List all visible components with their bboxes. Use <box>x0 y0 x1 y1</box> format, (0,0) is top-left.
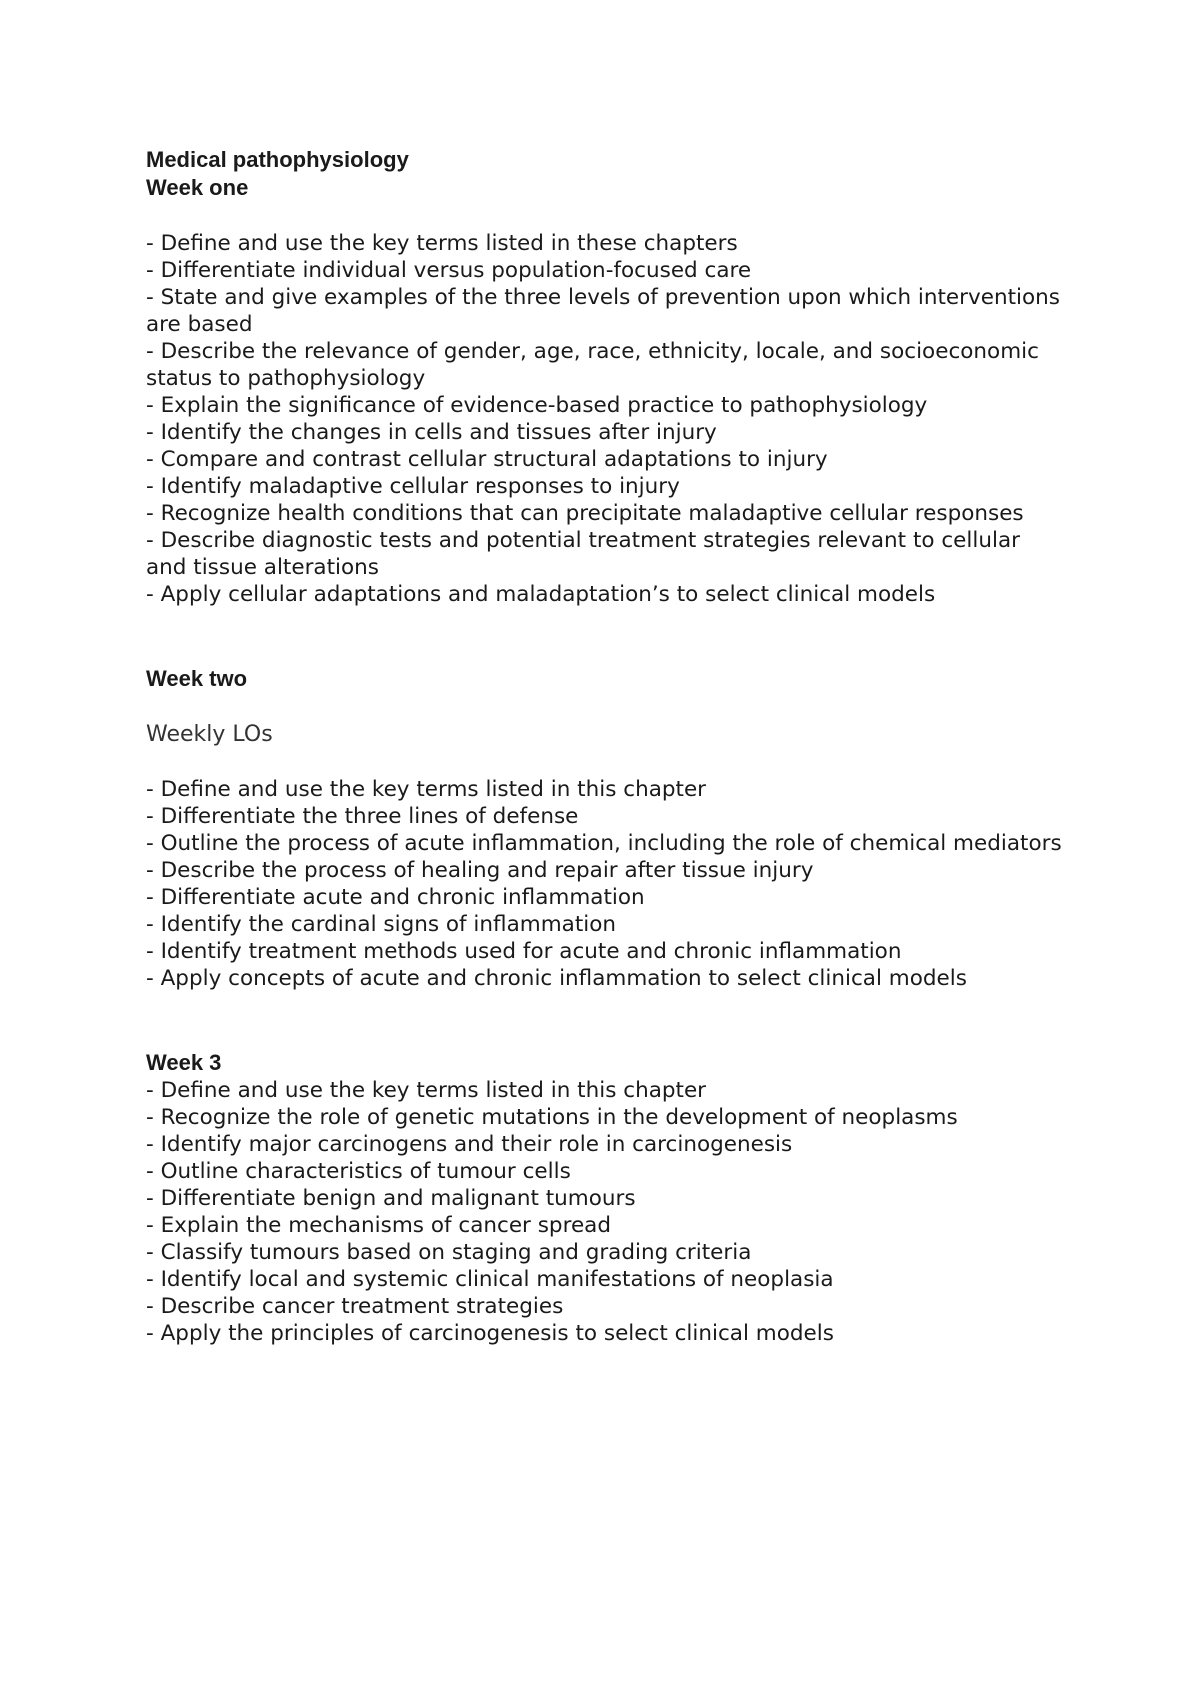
list-item: - Differentiate benign and malignant tumours <box>146 1186 636 1211</box>
list-item: - Explain the significance of evidence-based practice to pathophysiology <box>146 393 928 418</box>
spacer <box>146 748 1066 776</box>
list-item: - State and give examples of the three levels of prevention upon which interventions are based <box>146 285 1060 337</box>
spacer <box>146 608 1066 665</box>
spacer <box>146 202 1066 230</box>
list-item: - Recognize health conditions that can precipitate maladaptive cellular responses <box>146 501 1024 526</box>
week-one-heading: Week one <box>146 175 249 200</box>
list-item: - Describe the relevance of gender, age, race, ethnicity, locale, and socioeconomic status to pathophysiology <box>146 339 1039 391</box>
spacer <box>146 992 1066 1049</box>
list-item: - Apply the principles of carcinogenesis to select clinical models <box>146 1321 834 1346</box>
list-item: - Define and use the key terms listed in this chapter <box>146 1078 707 1103</box>
list-item: - Differentiate individual versus population-focused care <box>146 258 752 283</box>
list-item: - Identify local and systemic clinical manifestations of neoplasia <box>146 1267 834 1292</box>
list-item: - Explain the mechanisms of cancer spread <box>146 1213 611 1238</box>
list-item: - Describe the process of healing and repair after tissue injury <box>146 858 814 883</box>
list-item: - Apply cellular adaptations and maladaptation’s to select clinical models <box>146 582 936 607</box>
week-three-heading: Week 3 <box>146 1050 222 1075</box>
week-three-list <box>146 1077 1066 1347</box>
list-item: - Define and use the key terms listed in these chapters <box>146 231 738 256</box>
list-item: - Recognize the role of genetic mutations in the development of neoplasms <box>146 1105 958 1130</box>
document-title: Medical pathophysiology <box>146 147 409 172</box>
spacer <box>146 693 1066 721</box>
list-item: - Identify treatment methods used for acute and chronic inflammation <box>146 939 902 964</box>
list-item: - Identify major carcinogens and their role in carcinogenesis <box>146 1132 793 1157</box>
week-two-heading: Week two <box>146 666 248 691</box>
week-two-subheading: Weekly LOs <box>146 722 273 747</box>
list-item: - Differentiate the three lines of defense <box>146 804 579 829</box>
list-item: - Identify the cardinal signs of inflammation <box>146 912 616 937</box>
list-item: - Differentiate acute and chronic inflammation <box>146 885 645 910</box>
list-item: - Outline characteristics of tumour cells <box>146 1159 571 1184</box>
week-one-section <box>146 174 1066 608</box>
list-item: - Apply concepts of acute and chronic inflammation to select clinical models <box>146 966 967 991</box>
list-item: - Define and use the key terms listed in this chapter <box>146 777 707 802</box>
document-page <box>146 146 1066 1347</box>
list-item: - Identify the changes in cells and tissues after injury <box>146 420 717 445</box>
week-one-list <box>146 230 1066 608</box>
list-item: - Identify maladaptive cellular responses to injury <box>146 474 680 499</box>
week-three-section <box>146 1049 1066 1347</box>
list-item: - Describe cancer treatment strategies <box>146 1294 564 1319</box>
list-item: - Compare and contrast cellular structural adaptations to injury <box>146 447 828 472</box>
list-item: - Outline the process of acute inflammation, including the role of chemical mediators <box>146 831 1062 856</box>
list-item: - Classify tumours based on staging and grading criteria <box>146 1240 752 1265</box>
week-two-list <box>146 776 1066 992</box>
week-two-section <box>146 665 1066 992</box>
list-item: - Describe diagnostic tests and potential treatment strategies relevant to cellular and tissue alterations <box>146 528 1020 580</box>
